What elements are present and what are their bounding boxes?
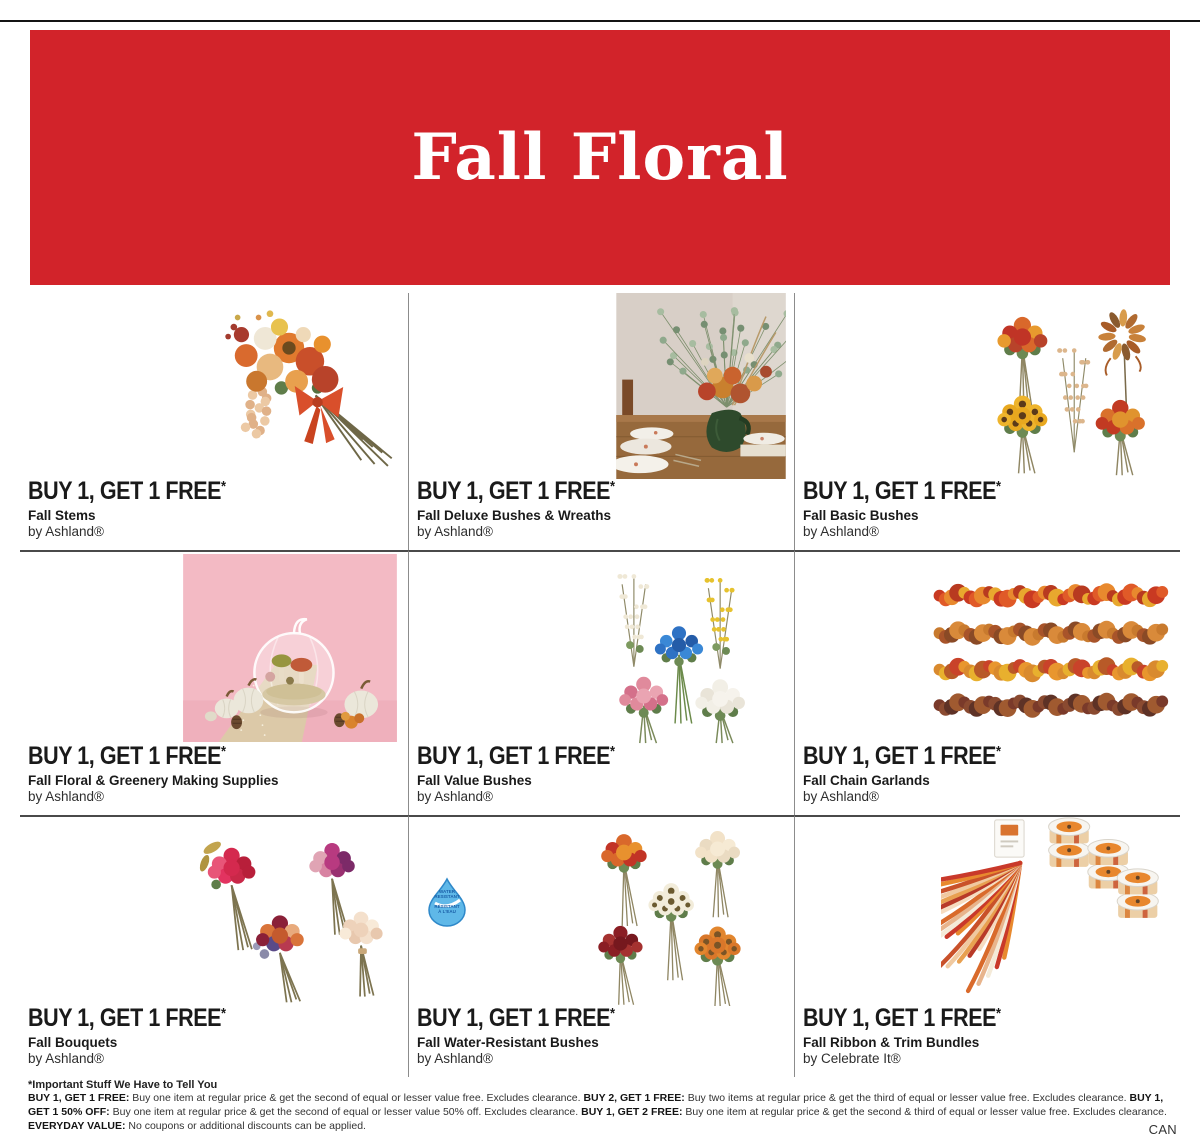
brand-name: by Celebrate It® [803, 1050, 901, 1066]
fine-print [28, 1078, 1178, 1134]
svg-text:RÉSISTANT: RÉSISTANT [434, 904, 460, 909]
offer-caption [417, 479, 794, 550]
fall-chain-garlands-illustration [932, 574, 1175, 722]
offer-fall-deluxe-bushes[interactable] [409, 293, 795, 550]
product-name: Fall Ribbon & Trim Bundles [803, 1035, 980, 1051]
offer-fall-chain-garlands[interactable] [795, 550, 1180, 815]
svg-text:À L'EAU: À L'EAU [438, 909, 456, 914]
brand-name: by Ashland® [417, 788, 493, 804]
deal-text: BUY 1, GET 1 FREE* [28, 477, 226, 506]
product-name: Fall Basic Bushes [803, 508, 919, 524]
fall-value-bushes-illustration [594, 552, 762, 744]
product-image [803, 817, 1180, 1006]
fine-print-body: BUY 1, GET 1 FREE: Buy one item at regular price & get the second of equal or lesser value free. Excludes clearance. BUY 2, GET 1 FREE: Buy two items at regular price & get the third of equal or lesser value free. Excludes clearance. BUY 1, GET 1 50% OFF: Buy one item at regular price & get the second of equal or lesser value 50% off. Excludes clearance. BUY 1, GET 2 FREE: Buy one item at regular price & get the second & third of equal or lesser value free. Excludes clearance. EVERYDAY VALUE: No coupons or additional discounts can be applied. [28, 1092, 1167, 1133]
deal-text: BUY 1, GET 1 FREE* [417, 742, 615, 771]
offer-fall-stems[interactable] [20, 293, 409, 550]
offer-fall-bouquets[interactable] [20, 815, 409, 1077]
deal-text: BUY 1, GET 1 FREE* [803, 1004, 1001, 1033]
product-image [28, 817, 408, 1006]
deal-text: BUY 1, GET 1 FREE* [803, 477, 1001, 506]
deal-text: BUY 1, GET 1 FREE* [28, 742, 226, 771]
brand-name: by Ashland® [803, 788, 879, 804]
product-image [28, 552, 408, 744]
offer-caption [28, 479, 408, 550]
deal-text: BUY 1, GET 1 FREE* [803, 742, 1001, 771]
brand-name: by Ashland® [28, 788, 104, 804]
product-name: Fall Value Bushes [417, 773, 532, 789]
offer-caption [803, 479, 1180, 550]
brand-name: by Ashland® [28, 523, 104, 539]
offer-caption [417, 1006, 794, 1077]
water-resistant-badge [425, 877, 469, 927]
fall-ribbon-bundles-illustration [941, 817, 1163, 1006]
product-name: Fall Floral & Greenery Making Supplies [28, 773, 279, 789]
product-name: Fall Water-Resistant Bushes [417, 1035, 599, 1051]
product-name: Fall Deluxe Bushes & Wreaths [417, 508, 612, 524]
product-name: Fall Chain Garlands [803, 773, 930, 789]
fall-stems-illustration [174, 293, 404, 479]
offer-fall-ribbon-bundles[interactable] [795, 815, 1180, 1077]
offer-fall-value-bushes[interactable] [409, 550, 795, 815]
product-image [417, 293, 794, 479]
product-name: Fall Stems [28, 508, 96, 524]
fall-making-supplies-illustration [183, 554, 397, 742]
product-name: Fall Bouquets [28, 1035, 118, 1051]
svg-text:WATER: WATER [439, 889, 455, 894]
product-image [28, 293, 408, 479]
product-image [417, 552, 794, 744]
product-image [803, 552, 1180, 744]
fall-basic-bushes-illustration [965, 293, 1170, 479]
offer-fall-basic-bushes[interactable] [795, 293, 1180, 550]
region-label: CAN [1148, 1122, 1177, 1137]
category-banner [30, 30, 1170, 285]
svg-text:RESISTANT: RESISTANT [434, 894, 460, 899]
fall-deluxe-bushes-illustration [616, 293, 786, 479]
brand-name: by Ashland® [417, 1050, 493, 1066]
banner-title: Fall Floral [411, 120, 789, 195]
brand-name: by Ashland® [803, 523, 879, 539]
offer-fall-making-supplies[interactable] [20, 550, 409, 815]
offer-caption [28, 1006, 408, 1077]
deal-text: BUY 1, GET 1 FREE* [417, 1004, 615, 1033]
offers-grid [20, 293, 1180, 1077]
offer-caption [417, 744, 794, 815]
deal-text: BUY 1, GET 1 FREE* [417, 477, 615, 506]
top-divider [0, 20, 1200, 22]
offer-fall-water-resistant-bushes[interactable] [409, 815, 795, 1077]
product-image [803, 293, 1180, 479]
brand-name: by Ashland® [28, 1050, 104, 1066]
fall-water-resistant-bushes-illustration [574, 817, 764, 1006]
offer-caption [28, 744, 408, 815]
product-image [417, 817, 794, 1006]
offer-caption [803, 744, 1180, 815]
brand-name: by Ashland® [417, 523, 493, 539]
fine-print-heading: *Important Stuff We Have to Tell You [28, 1079, 218, 1091]
fall-bouquets-illustration [155, 817, 399, 1006]
offer-caption [803, 1006, 1180, 1077]
deal-text: BUY 1, GET 1 FREE* [28, 1004, 226, 1033]
